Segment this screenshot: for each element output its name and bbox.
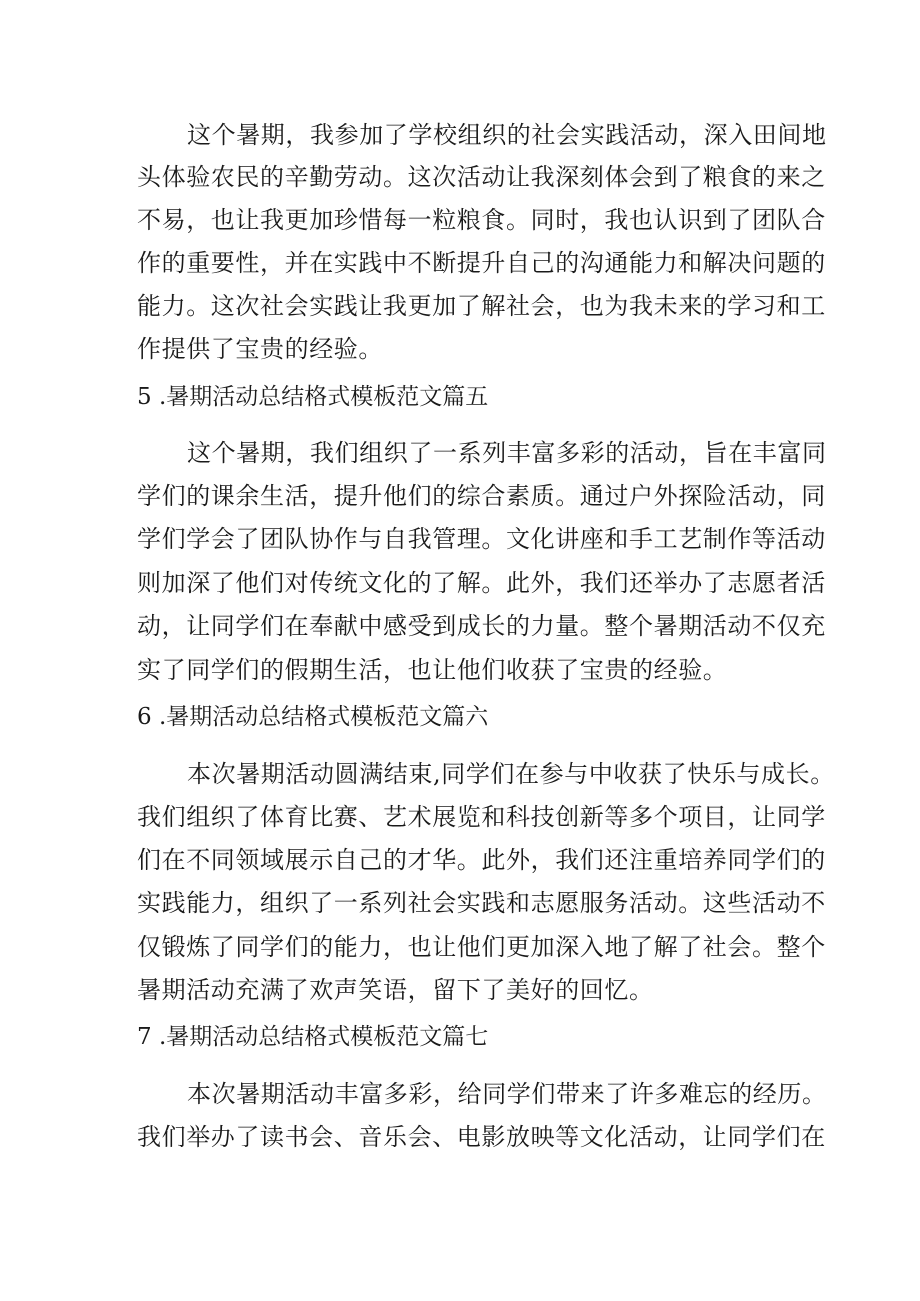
section-heading-6: 6 .暑期活动总结格式模板范文篇六 [137,704,489,730]
paragraph-line: 实践能力，组织了一系列社会实践和志愿服务活动。这些活动不 [137,889,826,917]
paragraph-line: 则加深了他们对传统文化的了解。此外，我们还举办了志愿者活 [137,569,826,597]
paragraph-line: 头体验农民的辛勤劳动。这次活动让我深刻体会到了粮食的来之 [137,163,826,191]
paragraph-line: 暑期活动充满了欢声笑语，留下了美好的回忆。 [137,976,654,1004]
paragraph-line: 这个暑期，我参加了学校组织的社会实践活动，深入田间地 [187,121,827,149]
paragraph-line: 们在不同领域展示自己的才华。此外，我们还注重培养同学们的 [137,846,826,874]
paragraph-line: 本次暑期活动丰富多彩，给同学们带来了许多难忘的经历。 [187,1080,827,1108]
paragraph-line: 作提供了宝贵的经验。 [137,335,383,363]
paragraph-line: 仅锻炼了同学们的能力，也让他们更加深入地了解了社会。整个 [137,933,826,961]
paragraph-line: 我们组织了体育比赛、艺术展览和科技创新等多个项目，让同学 [137,803,826,831]
paragraph-line: 不易，也让我更加珍惜每一粒粮食。同时，我也认识到了团队合 [137,206,826,234]
paragraph-line: 我们举办了读书会、音乐会、电影放映等文化活动，让同学们在 [137,1123,826,1151]
paragraph-line: 本次暑期活动圆满结束,同学们在参与中收获了快乐与成长。 [187,760,835,788]
paragraph-line: 动，让同学们在奉献中感受到成长的力量。整个暑期活动不仅充 [137,612,826,640]
paragraph-line: 实了同学们的假期生活，也让他们收获了宝贵的经验。 [137,656,728,684]
paragraph-line: 能力。这次社会实践让我更加了解社会，也为我未来的学习和工 [137,292,826,320]
paragraph-line: 作的重要性，并在实践中不断提升自己的沟通能力和解决问题的 [137,249,826,277]
section-heading-5: 5 .暑期活动总结格式模板范文篇五 [137,384,489,410]
section-heading-7: 7 .暑期活动总结格式模板范文篇七 [137,1024,489,1050]
paragraph-line: 这个暑期，我们组织了一系列丰富多彩的活动，旨在丰富同 [187,439,827,467]
paragraph-line: 学们的课余生活，提升他们的综合素质。通过户外探险活动，同 [137,482,826,510]
paragraph-line: 学们学会了团队协作与自我管理。文化讲座和手工艺制作等活动 [137,525,826,553]
